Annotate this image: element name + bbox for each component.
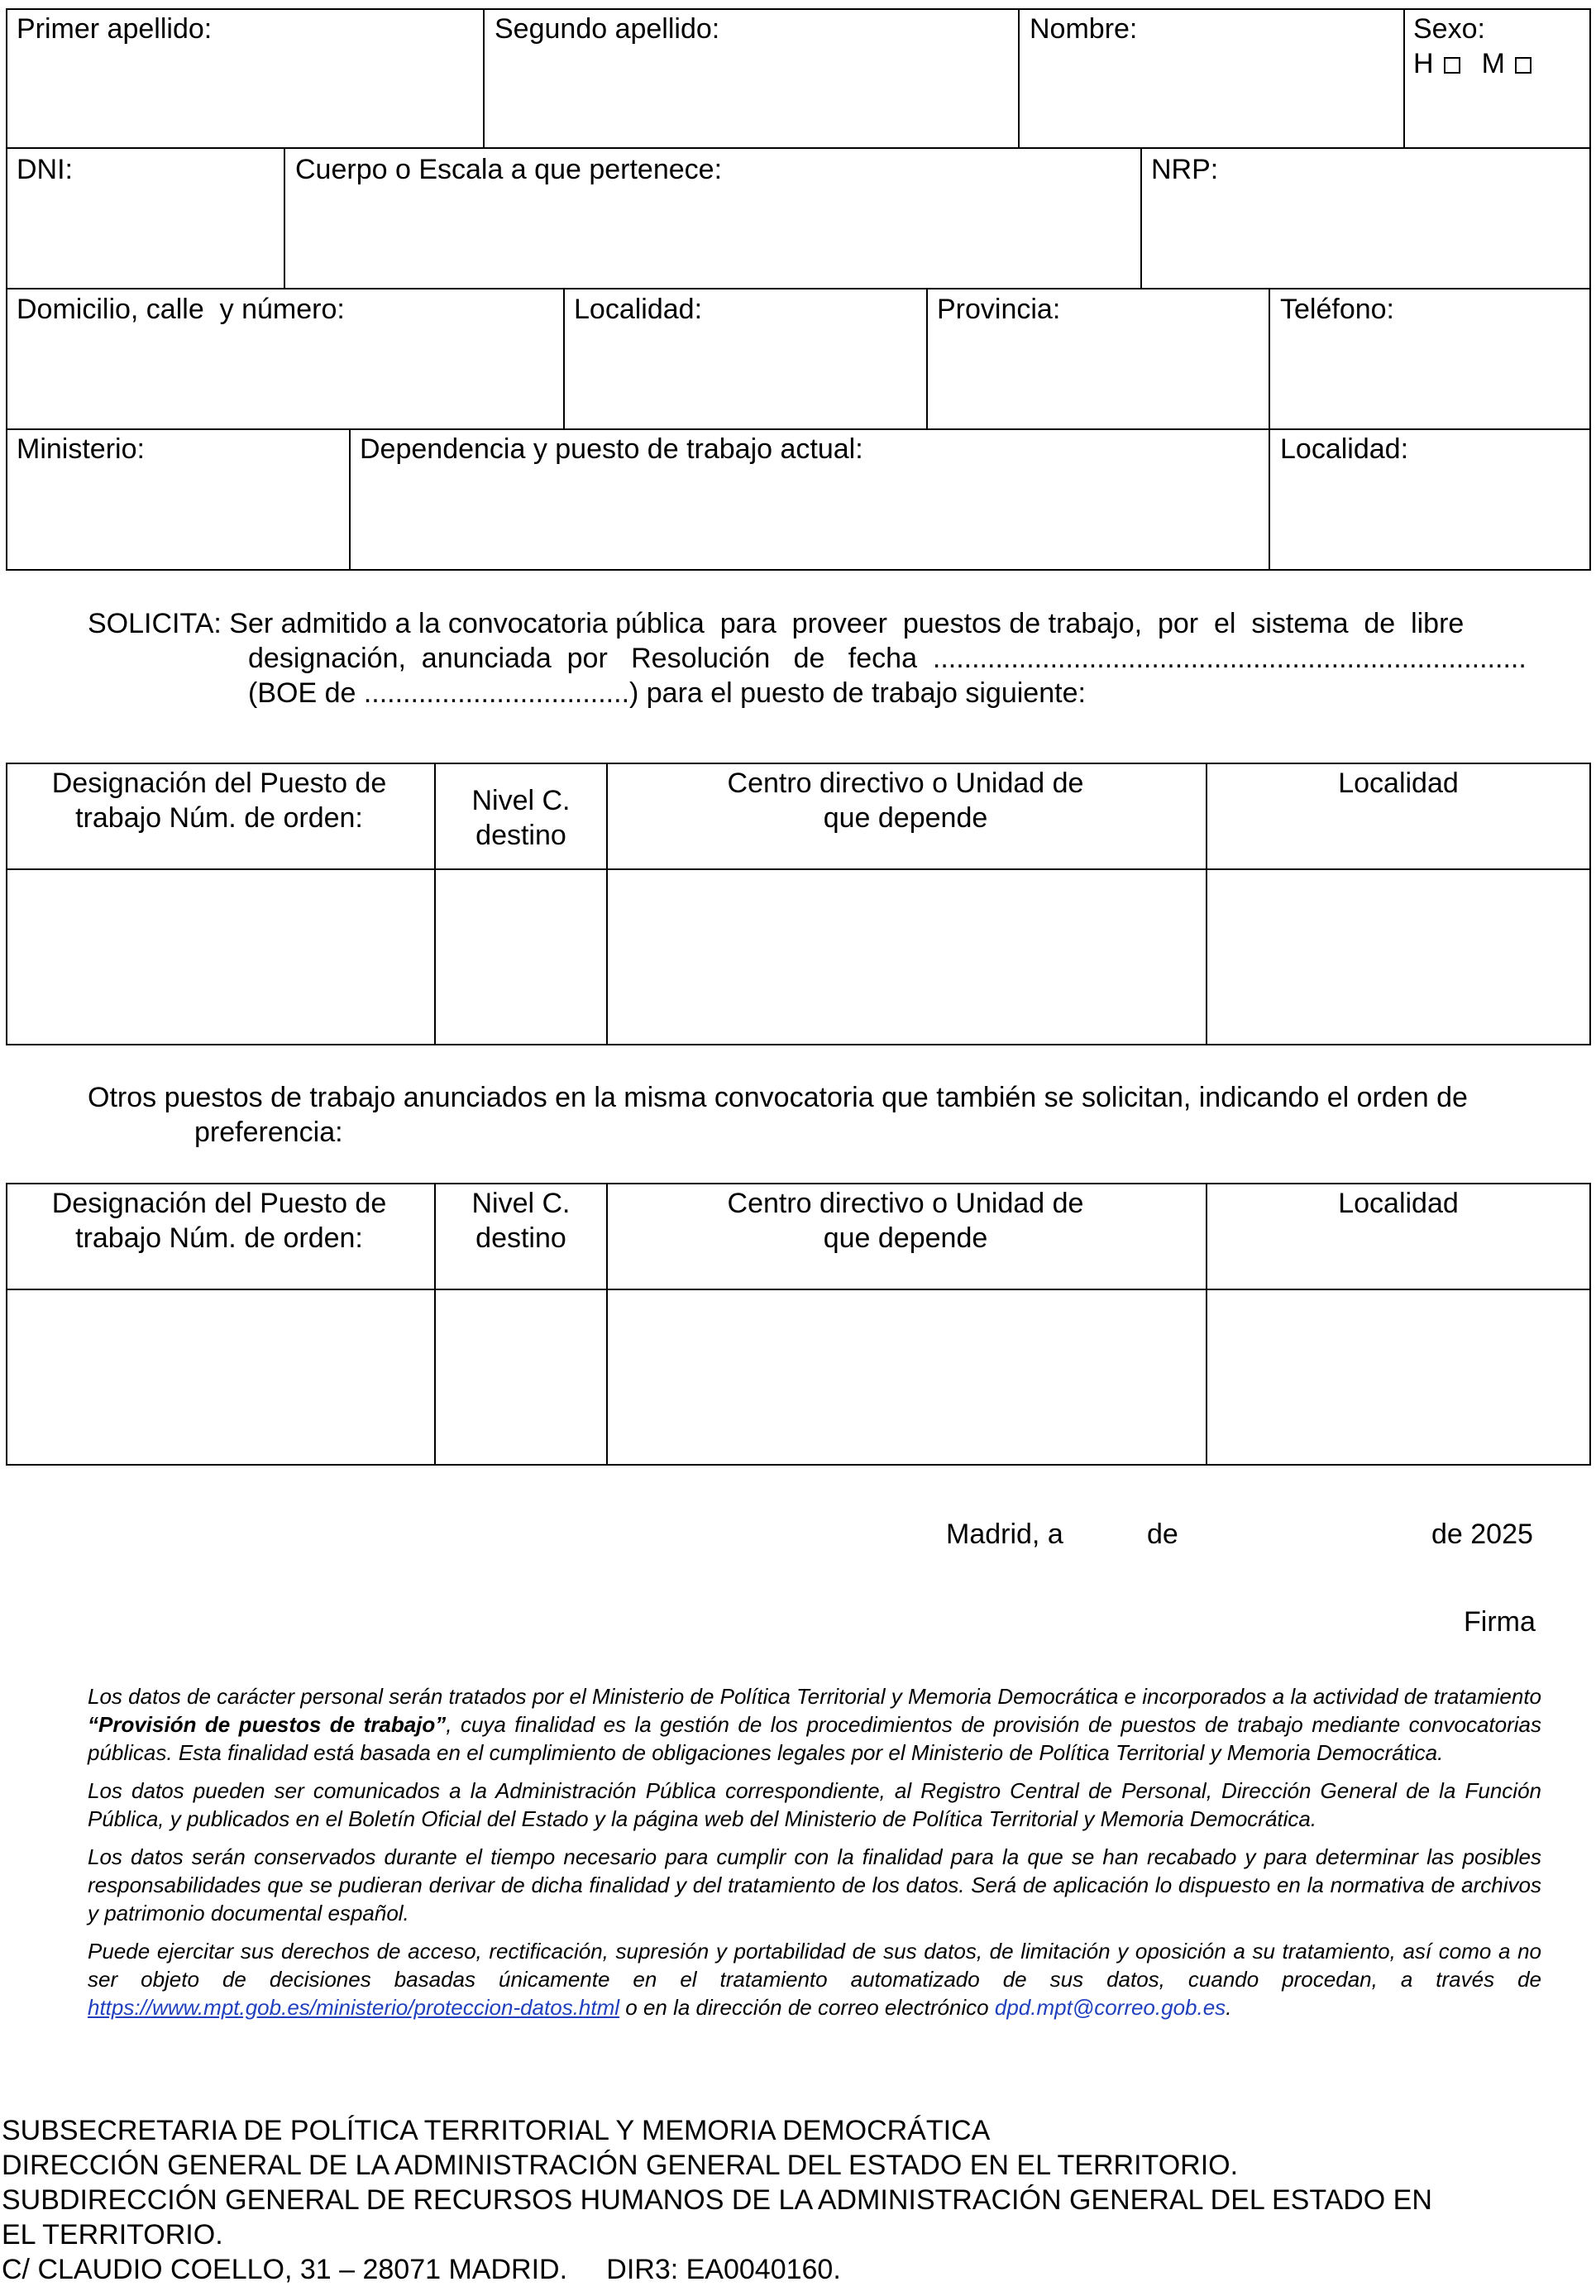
col-divider — [926, 288, 928, 428]
ministerio-label: Ministerio: — [17, 433, 145, 465]
col-divider — [349, 428, 351, 571]
nombre-field[interactable] — [1030, 12, 1137, 46]
cuerpo-field[interactable] — [295, 152, 722, 187]
telefono-field[interactable] — [1280, 292, 1394, 327]
signature-place: Madrid, a — [946, 1519, 1063, 1550]
designacion-header: Designación del Puesto de trabajo Núm. de orden: — [51, 1188, 387, 1254]
primer-apellido-label: Primer apellido: — [17, 13, 213, 45]
col-divider — [1140, 147, 1142, 288]
footer-line: C/ CLAUDIO COELLO, 31 – 28071 MADRID. DIR3: EA0040160. — [2, 2254, 841, 2285]
signature-year: de 2025 — [1431, 1519, 1533, 1550]
nivel-header: Nivel C. destino — [471, 785, 571, 851]
localidad-field[interactable] — [574, 292, 702, 327]
col-divider — [563, 288, 565, 428]
data-protection-notice — [88, 1682, 1541, 2031]
designacion-cell[interactable] — [7, 1290, 433, 1464]
footer-address — [2, 2113, 1432, 2287]
sexo-h-label: H — [1413, 48, 1434, 79]
designacion-cell[interactable] — [7, 870, 433, 1044]
centro-header: Centro directivo o Unidad de que depende — [727, 768, 1084, 834]
otros-line: Otros puestos de trabajo anunciados en la misma convocatoria que también se solicitan, indicando el orden de — [88, 1082, 1468, 1113]
nivel-cell[interactable] — [436, 870, 605, 1044]
nrp-field[interactable] — [1151, 152, 1218, 187]
localidad-cell[interactable] — [1207, 1290, 1589, 1464]
footer-line: SUBDIRECCIÓN GENERAL DE RECURSOS HUMANOS DE LA ADMINISTRACIÓN GENERAL DEL ESTADO EN — [2, 2184, 1432, 2216]
telefono-label: Teléfono: — [1280, 294, 1394, 325]
ministerio-field[interactable] — [17, 432, 145, 466]
row-divider — [6, 288, 1591, 289]
legal-paragraph: Los datos serán conservados durante el tiempo necesario para cumplir con la finalidad para la que se han recabado y para determinar las posibles responsabilidades que se pudieran derivar de dicha finalidad y del tratamiento de los datos. Será de aplicación lo dispuesto en la normativa de archivos y patrimonio documental español. — [88, 1844, 1541, 1925]
legal-text: Los datos de carácter personal serán tratados por el Ministerio de Política Territorial y Memoria Democrática e incorporados a la actividad de tratamiento — [88, 1684, 1541, 1709]
col-divider — [284, 147, 285, 288]
sexo-field — [1413, 12, 1541, 81]
firma-label: Firma — [1464, 1606, 1536, 1638]
col-divider — [1269, 288, 1270, 428]
centro-cell[interactable] — [608, 1290, 1205, 1464]
centro-cell[interactable] — [608, 870, 1205, 1044]
dni-label: DNI: — [17, 154, 73, 185]
col-divider — [483, 8, 485, 149]
domicilio-label: Domicilio, calle y número: — [17, 294, 345, 325]
localidad-actual-label: Localidad: — [1280, 433, 1409, 465]
col-divider — [1018, 8, 1020, 149]
footer-line: DIRECCIÓN GENERAL DE LA ADMINISTRACIÓN GENERAL DEL ESTADO EN EL TERRITORIO. — [2, 2150, 1239, 2181]
localidad-actual-field[interactable] — [1280, 432, 1408, 466]
col-divider — [1269, 428, 1270, 571]
legal-text: o en la dirección de correo electrónico — [619, 1995, 995, 2020]
segundo-apellido-field[interactable] — [495, 12, 719, 46]
solicita-paragraph — [88, 606, 1565, 710]
legal-paragraph — [88, 1682, 1541, 1767]
localidad-cell[interactable] — [1207, 870, 1589, 1044]
solicita-line: SOLICITA: Ser admitido a la convocatoria pública para proveer puestos de trabajo, por el sistema de libre — [88, 608, 1465, 639]
dependencia-field[interactable] — [360, 432, 863, 466]
legal-text: . — [1226, 1995, 1232, 2020]
footer-line: EL TERRITORIO. — [2, 2219, 223, 2251]
signature-de: de — [1147, 1519, 1178, 1550]
legal-paragraph — [88, 1937, 1541, 2021]
privacy-link[interactable]: https://www.mpt.gob.es/ministerio/proteccion-datos.html — [88, 1995, 620, 2020]
nrp-label: NRP: — [1151, 154, 1219, 185]
nivel-cell[interactable] — [436, 1290, 605, 1464]
contact-email-link[interactable]: dpd.mpt@correo.gob.es — [994, 1995, 1226, 2020]
nivel-header: Nivel C. destino — [471, 1188, 571, 1254]
legal-text: Puede ejercitar sus derechos de acceso, rectificación, supresión y portabilidad de sus datos, de limitación y oposición a su tratamiento, así como a no ser objeto de decisiones basadas únicamente en el tratamiento automatizado de sus datos, cuando procedan, a través de — [88, 1939, 1541, 1992]
segundo-apellido-label: Segundo apellido: — [495, 13, 720, 45]
localidad-header: Localidad — [1338, 768, 1459, 799]
col-divider — [1403, 8, 1405, 149]
cuerpo-label: Cuerpo o Escala a que pertenece: — [295, 154, 723, 185]
provincia-field[interactable] — [937, 292, 1060, 327]
footer-line: SUBSECRETARIA DE POLÍTICA TERRITORIAL Y MEMORIA DEMOCRÁTICA — [2, 2115, 991, 2146]
dependencia-label: Dependencia y puesto de trabajo actual: — [360, 433, 863, 465]
row-divider — [6, 428, 1591, 430]
sexo-m-label: M — [1481, 48, 1505, 79]
legal-activity-name: “Provisión de puestos de trabajo” — [88, 1712, 447, 1737]
solicita-line: (BOE de ..................................) para el puesto de trabajo siguiente: — [248, 677, 1086, 709]
primer-apellido-field[interactable] — [17, 12, 212, 46]
dni-field[interactable] — [17, 152, 73, 187]
sexo-label: Sexo: — [1413, 13, 1485, 45]
otros-paragraph — [88, 1080, 1565, 1150]
legal-text: , cuya finalidad es la gestión de los procedimientos de provisión de puestos de trabajo mediante convocatorias públicas. Esta finalidad está basada en el cumplimiento de obligaciones legales por el Ministerio de Política Territorial y Memoria Democrática. — [88, 1712, 1542, 1765]
personal-data-table — [6, 8, 1591, 571]
sexo-options — [1413, 46, 1541, 81]
designacion-header: Designación del Puesto de trabajo Núm. de orden: — [51, 768, 387, 834]
legal-paragraph: Los datos pueden ser comunicados a la Administración Pública correspondiente, al Registro Central de Personal, Dirección General de la Función Pública, y publicados en el Boletín Oficial del Estado y la página web del Ministerio de Política Territorial y Memoria Democrática. — [88, 1778, 1541, 1831]
sexo-m-checkbox[interactable] — [1515, 57, 1531, 74]
sexo-h-checkbox[interactable] — [1444, 57, 1460, 74]
centro-header: Centro directivo o Unidad de que depende — [727, 1188, 1084, 1254]
provincia-label: Provincia: — [937, 294, 1061, 325]
localidad-header: Localidad — [1338, 1188, 1459, 1219]
domicilio-field[interactable] — [17, 292, 345, 327]
row-divider — [6, 147, 1591, 149]
localidad-label: Localidad: — [574, 294, 703, 325]
otros-line: preferencia: — [194, 1117, 343, 1148]
nombre-label: Nombre: — [1030, 13, 1138, 45]
solicita-line: designación, anunciada por Resolución de fecha ............................................................................ — [248, 643, 1527, 674]
